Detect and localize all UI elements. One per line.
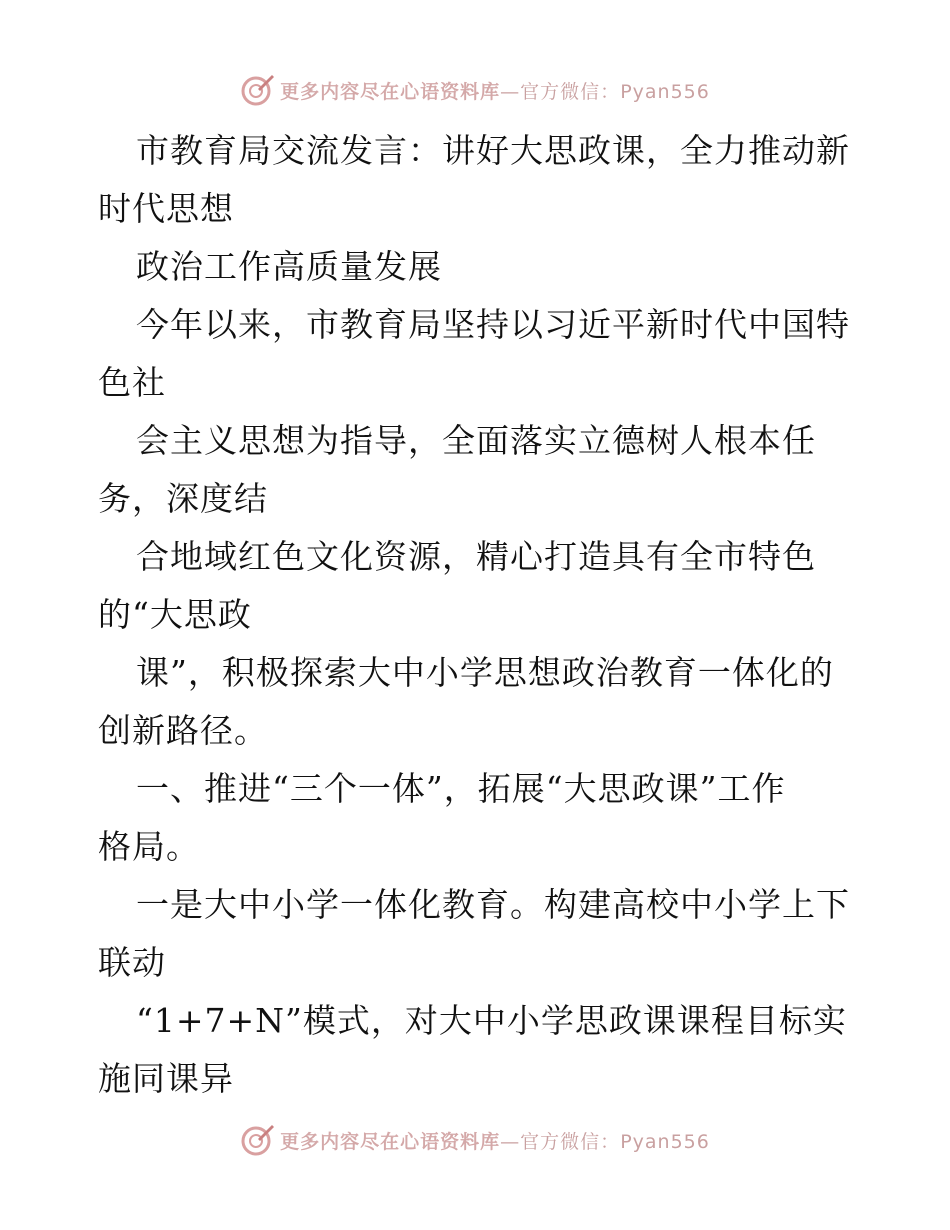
watermark-banner-top [0, 70, 950, 110]
watermark-text: 更多内容尽在心语资料库—官方微信：Pyan556 [280, 1130, 710, 1153]
doc-line: 今年以来，市教育局坚持以习近平新时代中国特 [136, 305, 850, 344]
doc-line: 一是大中小学一体化教育。构建高校中小学上下 [136, 885, 850, 924]
doc-line: 联动 [98, 943, 166, 982]
doc-line: 格局。 [98, 827, 200, 866]
doc-line: 施同课异 [98, 1059, 234, 1098]
doc-line: 一、推进“三个一体”，拓展“大思政课”工作 [136, 769, 786, 808]
doc-line: 课”，积极探索大中小学思想政治教育一体化的 [136, 653, 834, 692]
doc-line: 市教育局交流发言：讲好大思政课，全力推动新 [136, 131, 850, 170]
doc-line: 的“大思政 [98, 595, 252, 634]
doc-line: 创新路径。 [98, 711, 268, 750]
doc-line: 合地域红色文化资源，精心打造具有全市特色 [136, 537, 816, 576]
watermark-banner-bottom [0, 1120, 950, 1160]
doc-line: 务，深度结 [98, 479, 268, 518]
watermark-text: 更多内容尽在心语资料库—官方微信：Pyan556 [280, 80, 710, 103]
pen-logo-icon [240, 1122, 276, 1158]
doc-line: 政治工作高质量发展 [136, 247, 442, 286]
pen-logo-icon [240, 72, 276, 108]
document-body [98, 122, 858, 1108]
doc-line: 色社 [98, 363, 166, 402]
doc-line: “1+7+N”模式，对大中小学思政课课程目标实 [136, 1001, 847, 1040]
doc-line: 会主义思想为指导，全面落实立德树人根本任 [136, 421, 816, 460]
doc-line: 时代思想 [98, 189, 234, 228]
